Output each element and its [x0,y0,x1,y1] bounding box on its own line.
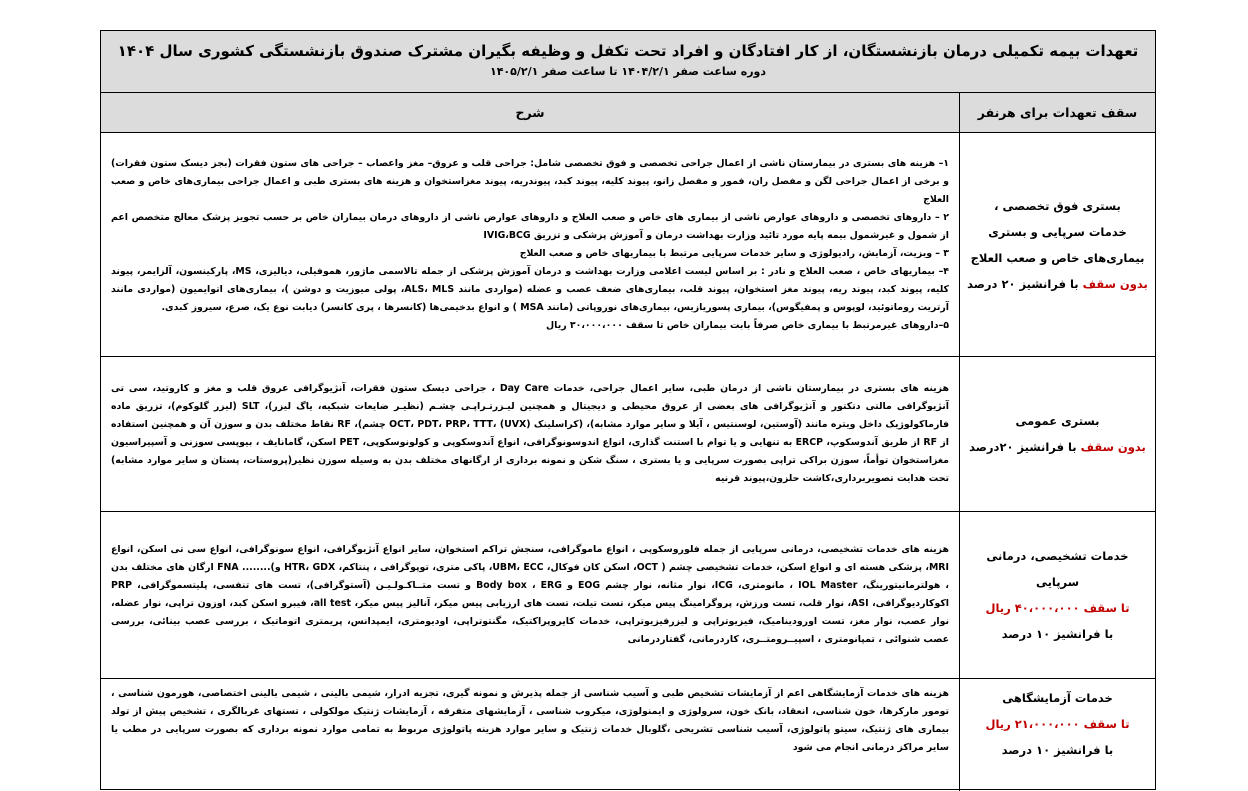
ceiling-limit: تا سقف ۲۱،۰۰۰،۰۰۰ ریال [985,717,1130,731]
ceiling-label: خدمات تشخیصی، درمانی سرپایی [986,549,1129,589]
description-text: هزینه های خدمات تشخیصی، درمانی سرپایی از جمله فلوروسکوپی ، انواع ماموگرافی، سنجش تراکم استخوان، سایر انواع آنژیوگرافی، انواع سونوگرافی، انواع سی تی اسکن، انواع MRI، پزشکی هسته ای و انواع اسکن، خدمات تشخیصی چشم ( OCT، اسکن کان فوکال، UBM، ECC، پاکی متری، توپوگرافی ، پنتاکم، HTR، GDX و)........ FNA ارگان های مختلف بدن ، هولترمانیتورینگ، IOL Master ، مانومتری، ICG، نوار مثانه، نوار چشم EOG و Body box ، ERG و تست متــاکـولـیـن (آستوگرافی)، تست‌ های تنفسی، پلیتسموگرافی، PRP اکوکاردیوگرافی، ASI، نوار قلب، تست ورزش، پروگرامینگ پیس میکر، تست تیلت، تست های ارزیابی پیس میکر، آنالیز پیس میکر، all test، فیبرو اسکن کبد، اوزون تراپی، نوار عضله، نوار عصب، نوار مغز، تست اورودینامیک، فیزیوتراپی و لیزرفیزیوتراپی، خدمات کایروپراکتیک، مگنتوتراپی، اودیومتری، ایمپدانس، پریمتری اتوماتیک ، بررسی عصب بینائی، بررسی عصب شنوائی ، تمپانومتری ، اسپیــرومتــری، کاردرمانی، گفتاردرمانی [111,544,949,645]
column-header-row [101,93,1155,133]
ceiling-label: بستری عمومی [1015,414,1100,428]
ceiling-limit: بدون سقف [1080,440,1146,454]
ceiling-cell [959,512,1155,678]
ceiling-amount [967,271,1148,297]
description-text: ۴– بیماریهای خاص ، صعب العلاج و نادر : بر اساس لیست اعلامی وزارت بهداشت و درمان آموزش پزشکی از جمله تالاسمی ماژور، هموفیلی، دیالیزی، MS، پارکینسون، آلزایمر، پیوند کلیه، پیوند کبد، پیوند ریه، پیوند مغز استخوان، پیوند قلب، بیماری‌های ضعف عصب و عضله (مواردی مانند ALS، MLS، پولی میوزیت و دوشن )، بیماری‌های اتوایمیون (مواردی مانند آرتریت روماتوئید، لوپوس و پمفیگوس)، بیماری پسوریازیس، بیماری‌های نوروپاتی (مانند MSA ) و انواع بدخیمی‌ها (کانسرها ، پری کانسر) دیابت نوع یک، صرع، سیروز کبدی. [111,265,950,313]
description-cell [101,133,959,356]
coverage-table [100,30,1156,790]
ceiling-label: بستری فوق تخصصی ، [994,198,1121,213]
document-title: تعهدات بیمه تکمیلی درمان بازنشستگان، از کار افتادگان و افراد تحت تکفل و وظیفه بگیران مشترک صندوق بازنشستگی کشوری سال ۱۴۰۴ [117,42,1139,60]
ceiling-deductible: با فرانشیز ۱۰ درصد [1001,743,1114,757]
column-header-ceiling: سقف تعهدات برای هرنفر [959,93,1155,132]
ceiling-cell [959,133,1155,356]
ceiling-limit: تا سقف ۴۰،۰۰۰،۰۰۰ ریال [985,601,1130,615]
ceiling-cell [959,357,1155,511]
description-text: هزینه های خدمات آزمایشگاهی اعم از آزمایشات تشخیص طبی و آسیب شناسی از جمله پذیرش و نمونه گیری، تجزیه ادرار، شیمی بالینی ، شیمی بالینی اختصاصی، هورمون شناسی ، تومور مارکرها، خون شناسی، انعقاد، بانک خون، سرولوژی و ایمنولوژی، میکروب شناسی ، آزمایشهای متفرقه ، آزمایشات ژنتیک مولکولی ، تستهای غربالگری ، تشخیص پیش از تولد بیماری های ژنتیک، سیتو پاتولوژی، آسیب شناسی تشریحی ،گلوبال خدمات ژنتیک و سایر موارد هزینه پاتولوژی مربوط به تمامی موارد نمونه برداری که بصورت سرپایی در مطب یا سایر مراکز درمانی انجام می شود [111,688,949,753]
table-row [101,133,1155,357]
ceiling-limit: بدون سقف [1082,276,1148,291]
description-cell [101,679,959,791]
ceiling-label: خدمات آزمایشگاهی [1002,691,1113,705]
ceiling-cell [959,679,1155,791]
ceiling-label: خدمات سرپایی و بستری [988,224,1127,239]
description-cell [101,357,959,511]
description-cell [101,512,959,678]
table-header [101,31,1155,93]
description-text: ۳ – ویزیت، آزمایش، رادیولوژی و سایر خدمات سرپایی مرتبط با بیماریهای خاص و صعب العلاج [519,247,949,259]
description-text: ۱– هزینه های بستری در بیمارستان ناشی از اعمال جراحی تخصصی و فوق تخصصی شامل: جراحی قلب و عروق– مغز واعصاب – جراحی های ستون فقرات (بجز دیسک ستون فقرات) و برخی از اعمال جراحی لگن و مفصل ران، فمور و مفصل زانو، پیوند کلیه، پیوند کبد، پیوندریه، پیوند مغزاستخوان و هزینه های بستری طبی و اعمال جراحی بیماری‌های خاص و صعب العلاج [111,157,949,205]
table-row [101,357,1155,512]
ceiling-deductible: با فرانشیز ۲۰درصد [969,440,1077,454]
ceiling-deductible: با فرانشیز ۱۰ درصد [1001,627,1114,641]
ceiling-amount [969,434,1146,460]
coverage-period: دوره ساعت صفر ۱۴۰۴/۲/۱ تا ساعت صفر ۱۴۰۵/۲/۱ [489,65,767,78]
table-row [101,512,1155,679]
table-row [101,679,1155,791]
ceiling-deductible: با فرانشیز ۲۰ درصد [967,276,1079,291]
ceiling-label: بیماری‌های خاص و صعب العلاج [970,250,1145,265]
description-text: ۵–داروهای غیرمرتبط با بیماری خاص صرفاً بابت بیماران خاص تا سقف ۳۰،۰۰۰،۰۰۰ ریال [546,319,949,331]
column-header-description: شرح [515,104,545,120]
description-text: ۲ – داروهای تخصصی و داروهای عوارض ناشی از بیماری های خاص و صعب العلاج و داروهای عوارض ناشی از داروهای درمان بیماران خاص بر حسب تجویز پزشک معالج متخصص اعم از شمول و غیرشمول بیمه پایه مورد تائید وزارت بهداشت درمان و آموزش پزشکی و تزریق IVIG،BCG [111,211,949,241]
description-text: هزینه های بستری در بیمارستان ناشی از درمان طبی، سایر اعمال جراحی، خدمات Day Care ، جراحی دیسک ستون فقرات، آنژیوگرافی عروق قلب و مغز و کاروتید، سی تی آنژیوگرافی مالتی دتکتور و آنژیوگرافی های بعضی از عروق محیطی و دیجیتال و همچنین لیـزرتـراپـی چشـم (نظیـر ضایعات شبکیه، یاگ لیزر)، SLT (لیزر گلوکوم)، تزریق ماده فارماکولوژیک داخل ویتره مانند (آوستین، لوسنتیس ، آیلا و سایر موارد مشابه)، (کراسلینک OCT، PDT، PRP، TTT، (UVX) چشم)، RF نقاط مختلف بدن و سوزن آن و همچنین استفاده از RF از طریق آندوسکوپ، ERCP به تنهایی و یا توام با استنت گذاری، انواع اندوسونوگرافی، انواع آندوسکوپی و کولونوسکوپی، PET اسکن، گامانایف ، بیوپسی سوزنی و آسپیراسیون مغزاستخوان توأماً، سوزن براکی تراپی بصورت سرپایی و یا بستری ، سنگ شکن و نمونه برداری از ارگانهای مختلف بدن به وسیله سوزن نظیر(پروستات، پستان و سایر موارد مشابه) تحت هدایت تصویربرداری،کاشت حلزون،پیوند قرنیه [111,383,950,484]
